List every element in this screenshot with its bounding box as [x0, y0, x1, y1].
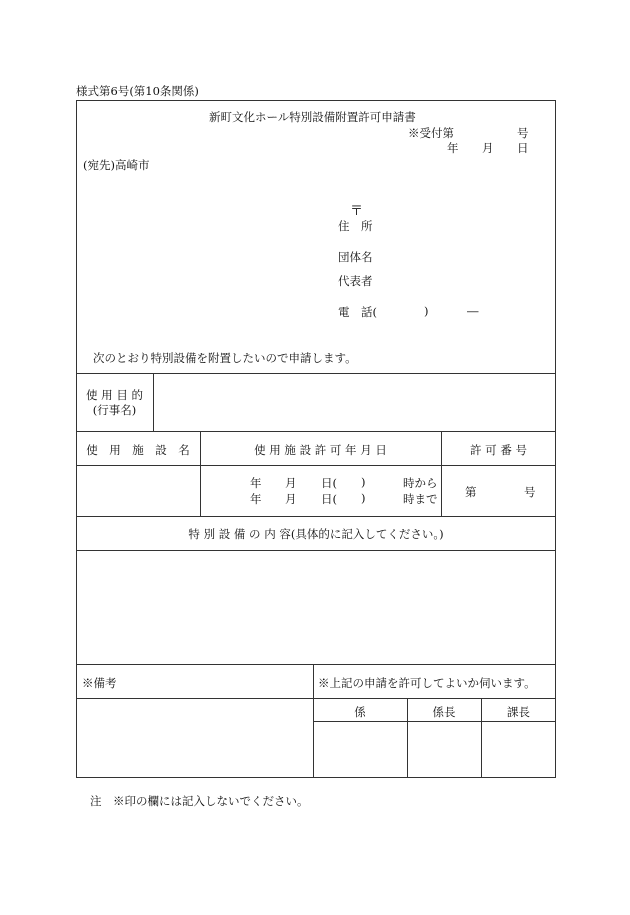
- date-month: 月: [482, 141, 494, 155]
- footnote: 注 ※印の欄には記入しないでください。: [90, 794, 309, 808]
- form-number: 様式第6号(第10条関係): [76, 84, 199, 98]
- to-paren: ): [361, 491, 366, 505]
- remarks-label: ※備考: [82, 676, 117, 690]
- remarks-field[interactable]: [82, 704, 308, 774]
- postal-mark: 〒: [350, 204, 364, 219]
- equipment-content-field[interactable]: [82, 556, 550, 658]
- permit-date-header: 使 用 施 設 許 可 年 月 日: [254, 443, 387, 457]
- from-year: 年: [250, 476, 262, 490]
- group-name-label[interactable]: 団体名: [338, 250, 373, 264]
- permit-suffix: 号: [524, 485, 536, 499]
- purpose-field[interactable]: [160, 380, 550, 425]
- addressee: (宛先)高崎市: [83, 158, 150, 172]
- permit-number-header: 許 可 番 号: [470, 443, 527, 457]
- facility-name-field[interactable]: [82, 470, 194, 512]
- from-time: 時から: [403, 476, 438, 490]
- approval-staff-header: 係: [354, 705, 366, 719]
- from-paren: ): [361, 475, 366, 489]
- approval-text: ※上記の申請を許可してよいか伺います。: [318, 676, 536, 690]
- address-label[interactable]: 住 所: [338, 219, 373, 233]
- approval-chief-header: 係長: [432, 705, 456, 719]
- phone-label[interactable]: 電 話(: [338, 305, 377, 319]
- equipment-header: 特 別 設 備 の 内 容(具体的に記入してください。): [188, 527, 444, 541]
- form-title: 新町文化ホール特別設備附置許可申請書: [209, 110, 416, 124]
- to-month: 月: [285, 492, 297, 506]
- representative-label[interactable]: 代表者: [338, 274, 373, 288]
- permit-prefix: 第: [465, 485, 477, 499]
- statement: 次のとおり特別設備を附置したいので申請します。: [93, 351, 357, 365]
- facility-name-header: 使 用 施 設 名: [86, 443, 190, 457]
- phone-dash: ―: [467, 304, 479, 318]
- approval-manager-header: 課長: [507, 705, 530, 719]
- date-year: 年: [447, 141, 459, 155]
- date-day: 日: [517, 141, 529, 155]
- purpose-label: 使 用 目 的: [86, 388, 143, 402]
- receipt-suffix: 号: [517, 126, 529, 140]
- from-day: 日(: [321, 476, 337, 490]
- to-day: 日(: [321, 492, 337, 506]
- purpose-sublabel: (行事名): [92, 403, 137, 417]
- to-year: 年: [250, 492, 262, 506]
- to-time: 時まで: [403, 492, 438, 506]
- from-month: 月: [285, 476, 297, 490]
- phone-close-paren: ): [424, 304, 429, 318]
- receipt-prefix: ※受付第: [408, 126, 454, 140]
